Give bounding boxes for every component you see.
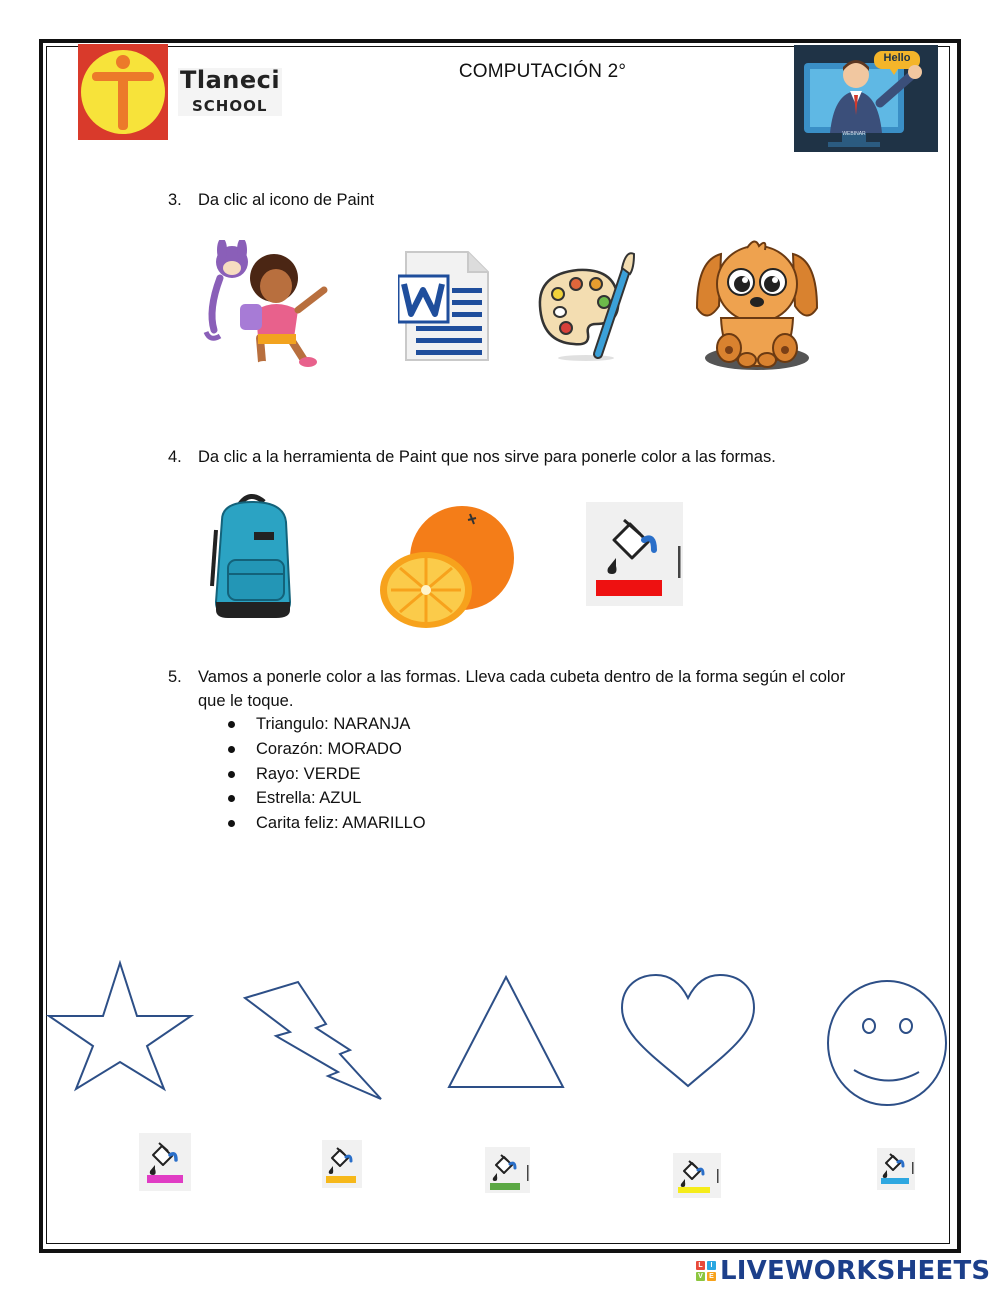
question-3 — [168, 188, 374, 212]
option-word-icon[interactable] — [398, 250, 490, 362]
bucket-blue[interactable] — [877, 1148, 915, 1190]
rule-smiley: Carita feliz: AMARILLO — [226, 811, 426, 836]
question-5-number: 5. — [168, 668, 182, 686]
option-orange-image[interactable] — [378, 506, 518, 630]
liveworksheets-brand — [696, 1255, 990, 1287]
webinar-caption: WEBINAR — [842, 131, 866, 137]
option-dora-image[interactable] — [200, 240, 330, 373]
tile-e: E — [707, 1272, 716, 1281]
liveworksheets-wordmark: LIVEWORKSHEETS — [720, 1256, 991, 1286]
heart-icon — [618, 972, 758, 1090]
page-title: COMPUTACIÓN 2° — [458, 61, 627, 82]
lightning-shape[interactable] — [242, 980, 384, 1102]
school-subtitle: SCHOOL — [192, 97, 268, 115]
tile-i: I — [707, 1261, 716, 1270]
paint-bucket-icon — [877, 1148, 915, 1190]
liveworksheets-logo-icon — [696, 1261, 716, 1281]
paint-bucket-icon — [673, 1153, 721, 1198]
paint-bucket-icon — [485, 1147, 530, 1193]
rule-star: Estrella: AZUL — [226, 786, 426, 811]
school-logo — [78, 44, 290, 140]
triangle-shape[interactable] — [446, 974, 566, 1090]
dora-cartoon-icon — [200, 240, 330, 373]
question-5-text-line1: Vamos a ponerle color a las formas. Lleva cada cubeta dentro de la forma según el color — [198, 668, 846, 686]
rule-triangle: Triangulo: NARANJA — [226, 712, 426, 737]
question-3-text: Da clic al icono de Paint — [198, 191, 375, 209]
question-5-text-line2: que le toque. — [198, 692, 294, 710]
color-rules-list — [226, 712, 426, 836]
bucket-orange[interactable] — [322, 1140, 362, 1188]
question-5 — [168, 665, 845, 689]
question-4 — [168, 445, 776, 469]
star-icon — [46, 960, 194, 1092]
option-backpack-image[interactable] — [210, 490, 296, 620]
webinar-picture — [794, 45, 938, 152]
bucket-green[interactable] — [485, 1147, 530, 1193]
bucket-magenta[interactable] — [139, 1133, 191, 1191]
paint-bucket-icon — [322, 1140, 362, 1188]
smiley-face-shape[interactable] — [824, 978, 950, 1108]
question-4-text: Da clic a la herramienta de Paint que nos sirve para ponerle color a las formas. — [198, 448, 776, 466]
paint-bucket-icon — [586, 502, 683, 606]
question-3-number: 3. — [168, 191, 182, 209]
school-name: Tlaneci — [180, 66, 281, 94]
lightning-bolt-icon — [242, 980, 384, 1102]
smiley-face-icon — [824, 978, 950, 1108]
word-document-icon — [398, 250, 490, 362]
triangle-icon — [446, 974, 566, 1090]
option-puppy-image[interactable] — [693, 236, 819, 372]
paint-bucket-icon — [139, 1133, 191, 1191]
webinar-bubble-text: Hello — [883, 52, 911, 64]
bucket-yellow[interactable] — [673, 1153, 721, 1198]
option-fill-bucket-tool[interactable] — [586, 502, 683, 606]
paint-palette-icon — [534, 250, 638, 362]
question-4-number: 4. — [168, 448, 182, 466]
heart-shape[interactable] — [618, 972, 758, 1090]
option-paint-palette[interactable] — [534, 250, 638, 362]
puppy-cartoon-icon — [693, 236, 819, 372]
star-shape[interactable] — [46, 960, 194, 1092]
tile-v: V — [696, 1272, 705, 1281]
backpack-icon — [210, 490, 296, 620]
orange-fruit-icon — [378, 506, 518, 630]
tile-l: L — [696, 1261, 705, 1270]
rule-heart: Corazón: MORADO — [226, 737, 426, 762]
rule-lightning: Rayo: VERDE — [226, 762, 426, 787]
